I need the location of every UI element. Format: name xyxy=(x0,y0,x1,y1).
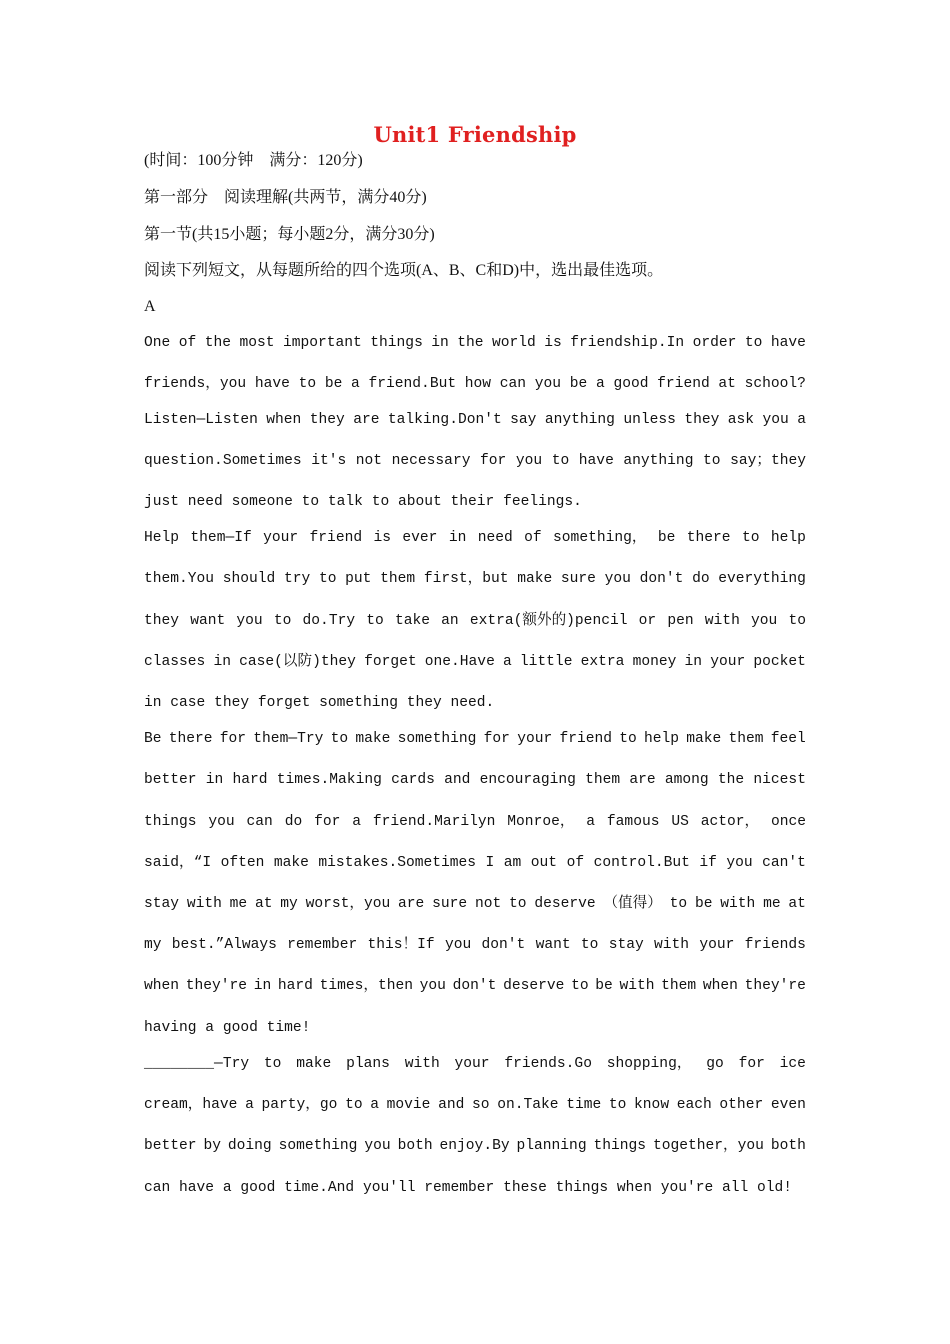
passage-line: ________—Try to make plans with your friends.Go shopping， go for ice xyxy=(144,1056,806,1072)
part-heading: 第一部分 阅读理解(共两节，满分40分) xyxy=(144,189,427,206)
passage-line: friends，you have to be a friend.But how can you be a good friend at school? xyxy=(144,376,806,392)
passage-line: Help them—If your friend is ever in need of something， be there to help xyxy=(144,530,806,546)
instructions: 阅读下列短文，从每题所给的四个选项(A、B、C和D)中，选出最佳选项。 xyxy=(144,262,664,279)
passage-line: just need someone to talk to about their feelings. xyxy=(144,494,582,510)
passage-line: classes in case(以防)they forget one.Have a little extra money in your pocket xyxy=(144,654,806,670)
exam-time-info: (时间：100分钟 满分：120分) xyxy=(144,152,363,169)
passage-line: Listen—Listen when they are talking.Don't say anything unless they ask you a xyxy=(144,412,806,428)
passage-line: when they're in hard times，then you don't deserve to be with them when they're xyxy=(144,978,806,994)
passage-line: things you can do for a friend.Marilyn Monroe， a famous US actor， once xyxy=(144,814,806,830)
passage-line: better in hard times.Making cards and encouraging them are among the nicest xyxy=(144,772,806,788)
document-title: Unit1 Friendship xyxy=(373,122,577,147)
passage-line: them.You should try to put them first，but make sure you don't do everything xyxy=(144,571,806,587)
passage-label: A xyxy=(144,298,156,315)
passage-line: Be there for them—Try to make something for your friend to help make them feel xyxy=(144,731,806,747)
passage-line: stay with me at my worst，you are sure not to deserve （值得） to be with me at xyxy=(144,896,806,912)
passage-line: said，“I often make mistakes.Sometimes I am out of control.But if you can't xyxy=(144,855,806,871)
section-heading: 第一节(共15小题；每小题2分，满分30分) xyxy=(144,226,435,243)
passage-line: cream，have a party，go to a movie and so on.Take time to know each other even xyxy=(144,1097,806,1113)
passage-line: One of the most important things in the world is friendship.In order to have xyxy=(144,335,806,351)
passage-line: they want you to do.Try to take an extra(额外的)pencil or pen with you to xyxy=(144,613,806,629)
passage-line: better by doing something you both enjoy.By planning things together，you both xyxy=(144,1138,806,1154)
passage-line: having a good time! xyxy=(144,1020,311,1036)
passage-line: can have a good time.And you'll remember these things when you're all old! xyxy=(144,1180,793,1196)
passage-line: question.Sometimes it's not necessary for you to have anything to say；they xyxy=(144,453,806,469)
passage-line: in case they forget something they need. xyxy=(144,695,495,711)
passage-line: my best.”Always remember this！If you don't want to stay with your friends xyxy=(144,937,806,953)
